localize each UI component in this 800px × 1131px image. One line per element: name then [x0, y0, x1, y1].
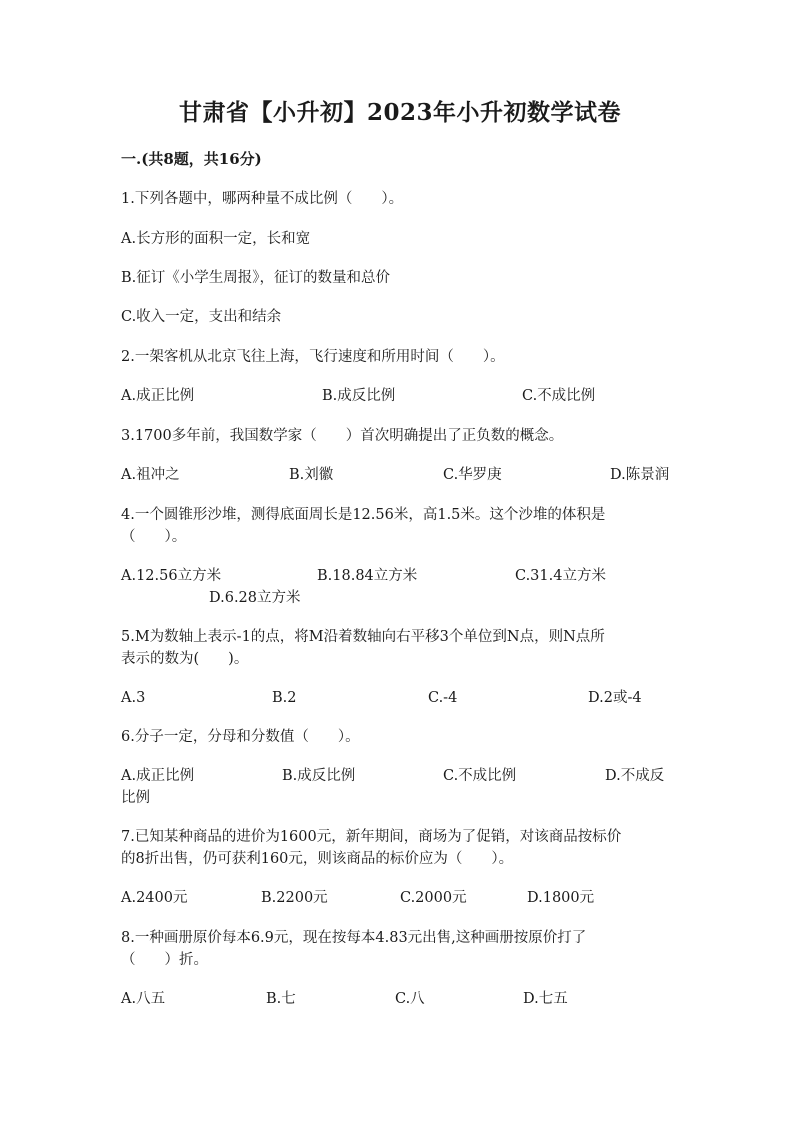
- question-7-stem-line-2: 的8折出售，仍可获利160元，则该商品的标价应为（ ）。: [121, 851, 514, 867]
- question-7-option-a: A.2400元: [121, 890, 188, 906]
- question-3-option-c: C.华罗庚: [443, 467, 502, 483]
- question-5-option-d: D.2或-4: [588, 690, 642, 706]
- question-4-option-d: D.6.28立方米: [209, 590, 301, 606]
- question-3-option-b: B.刘徽: [289, 467, 334, 483]
- question-4-option-b: B.18.84立方米: [317, 568, 418, 584]
- question-4-option-a: A.12.56立方米: [121, 568, 222, 584]
- question-2-stem: 2.一架客机从北京飞往上海，飞行速度和所用时间（ ）。: [121, 349, 505, 365]
- question-8-option-a: A.八五: [121, 991, 166, 1007]
- question-7-stem-line-1: 7.已知某种商品的进价为1600元，新年期间，商场为了促销，对该商品按标价: [121, 829, 622, 845]
- question-3-option-a: A.祖冲之: [121, 467, 180, 483]
- question-8-option-b: B.七: [266, 991, 296, 1007]
- question-5-stem-line-1: 5.M为数轴上表示-1的点，将M沿着数轴向右平移3个单位到N点，则N点所: [121, 629, 605, 645]
- question-1-option-c: C.收入一定，支出和结余: [121, 309, 282, 325]
- question-8-stem-line-2: （ ）折。: [121, 952, 208, 968]
- question-5-option-b: B.2: [272, 690, 297, 706]
- question-2-option-c: C.不成比例: [522, 388, 596, 404]
- question-2-option-a: A.成正比例: [121, 388, 195, 404]
- exam-title: 甘肃省【小升初】2023年小升初数学试卷: [178, 99, 621, 126]
- question-5-stem-line-2: 表示的数为( )。: [121, 651, 249, 667]
- question-6-option-d-wrap: 比例: [121, 790, 150, 806]
- question-1-option-a: A.长方形的面积一定，长和宽: [121, 231, 311, 247]
- question-4-stem-line-1: 4.一个圆锥形沙堆，测得底面周长是12.56米，高1.5米。这个沙堆的体积是: [121, 507, 606, 523]
- question-6-option-c: C.不成比例: [443, 768, 517, 784]
- question-8-option-c: C.八: [395, 991, 425, 1007]
- question-4-option-c: C.31.4立方米: [515, 568, 606, 584]
- question-7-option-c: C.2000元: [400, 890, 467, 906]
- question-5-option-c: C.-4: [428, 690, 458, 706]
- section-heading: 一.(共8题，共16分): [121, 150, 262, 168]
- question-6-option-d: D.不成反: [605, 768, 665, 784]
- question-8-option-d: D.七五: [523, 991, 568, 1007]
- question-2-option-b: B.成反比例: [322, 388, 396, 404]
- question-1-stem: 1.下列各题中，哪两种量不成比例（ ）。: [121, 191, 404, 207]
- question-6-option-a: A.成正比例: [121, 768, 195, 784]
- question-7-option-b: B.2200元: [261, 890, 328, 906]
- question-4-stem-line-2: （ ）。: [121, 529, 187, 545]
- question-1-option-b: B.征订《小学生周报》，征订的数量和总价: [121, 270, 391, 286]
- question-8-stem-line-1: 8.一种画册原价每本6.9元，现在按每本4.83元出售,这种画册按原价打了: [121, 930, 587, 946]
- question-3-option-d: D.陈景润: [610, 467, 670, 483]
- question-5-option-a: A.3: [121, 690, 146, 706]
- question-3-stem: 3.1700多年前，我国数学家（ ）首次明确提出了正负数的概念。: [121, 428, 564, 444]
- question-6-option-b: B.成反比例: [282, 768, 356, 784]
- question-6-stem: 6.分子一定，分母和分数值（ ）。: [121, 729, 360, 745]
- question-7-option-d: D.1800元: [527, 890, 595, 906]
